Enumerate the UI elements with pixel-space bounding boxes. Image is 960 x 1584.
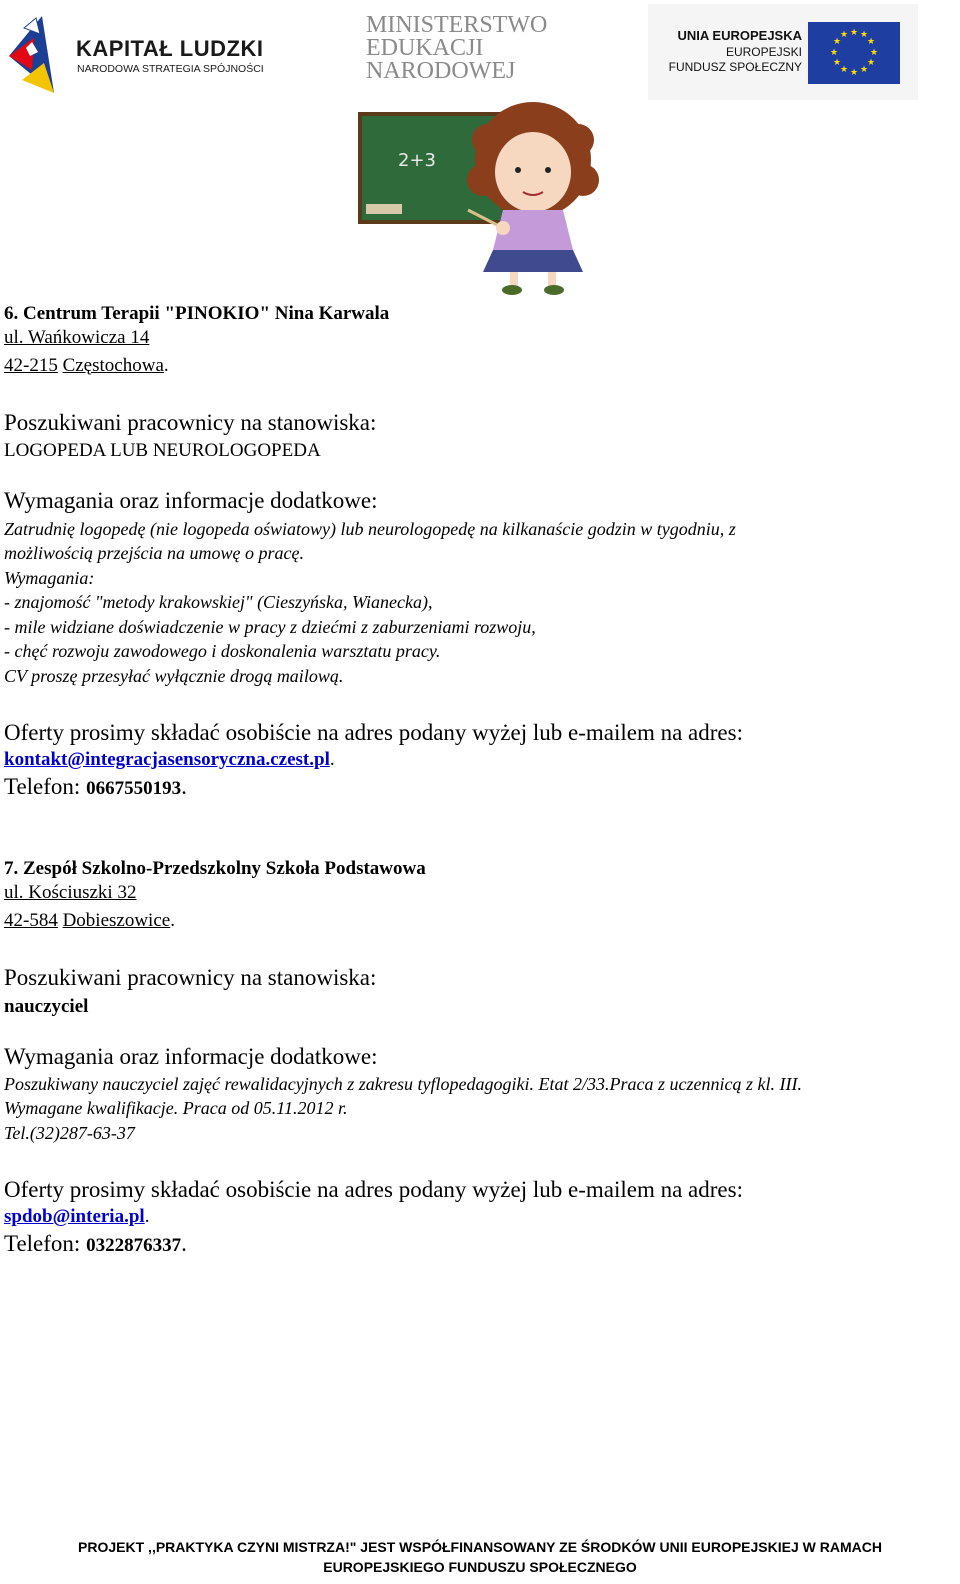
eu-logo	[648, 4, 918, 100]
offer7-phone-line	[4, 1231, 187, 1257]
teacher-illustration	[358, 100, 620, 300]
kapital-ludzki-subtitle: NARODOWA STRATEGIA SPÓJNOŚCI	[77, 63, 264, 75]
offer6-postal-link[interactable]: 42-215	[4, 355, 58, 376]
offer6-phone-line	[4, 774, 187, 800]
offer6-phone-number: 0667550193	[86, 778, 182, 799]
offer6-email-line	[4, 749, 335, 771]
footer-line2: EUROPEJSKIEGO FUNDUSZU SPOŁECZNEGO	[323, 1559, 637, 1575]
offer7-email-link[interactable]: spdob@interia.pl	[4, 1206, 145, 1227]
offer7-email-line	[4, 1206, 149, 1228]
kapital-ludzki-logo	[4, 8, 269, 98]
page-footer	[0, 1537, 960, 1577]
eu-line2: EUROPEJSKI	[725, 45, 802, 59]
eu-line3: FUNDUSZ SPOŁECZNY	[668, 60, 802, 74]
footer-line1: PROJEKT ,,PRAKTYKA CZYNI MISTRZA!" JEST WSPÓŁFINANSOWANY ZE ŚRODKÓW UNII EUROPEJSKIEJ W RAMACH	[78, 1539, 882, 1555]
ministerstwo-line3: NARODOWEJ	[366, 58, 516, 84]
svg-text:★: ★	[859, 30, 869, 40]
offer7-city-link[interactable]: Dobieszowice	[62, 910, 171, 931]
svg-text:★: ★	[832, 37, 842, 47]
offer7-postal-link[interactable]: 42-584	[4, 910, 58, 931]
offer6-street-link[interactable]: ul. Wańkowicza 14	[4, 327, 150, 348]
offer6-desc-line2: możliwością przejścia na umowę o pracę.	[4, 543, 304, 563]
svg-text:★: ★	[832, 58, 842, 68]
offer7-phone-label: Telefon:	[4, 1231, 87, 1256]
kapital-ludzki-title: KAPITAŁ LUDZKI	[76, 36, 264, 61]
offer7-desc-line2: Wymagane kwalifikacje. Praca od 05.11.2012 r.	[4, 1098, 348, 1118]
svg-text:★: ★	[866, 58, 876, 68]
svg-text:★: ★	[866, 37, 876, 47]
svg-text:★: ★	[839, 65, 849, 75]
ministerstwo-line2: EDUKACJI	[366, 35, 484, 61]
offer6-email-suffix: .	[329, 749, 335, 770]
offer6-position: LOGOPEDA LUB NEUROLOGOPEDA	[4, 440, 321, 461]
offer7-desc-line3: Tel.(32)287-63-37	[4, 1123, 135, 1143]
offer7-heading: 7. Zespół Szkolno-Przedszkolny Szkoła Podstawowa	[4, 858, 426, 879]
offer6-desc-line3: Wymagania:	[4, 568, 95, 588]
svg-text:★: ★	[849, 68, 859, 78]
offer6-email-link[interactable]: kontakt@integracjasensoryczna.czest.pl	[4, 749, 330, 770]
ministerstwo-logo	[362, 14, 552, 94]
offer7-address-line	[4, 910, 175, 932]
offer7-email-suffix: .	[144, 1206, 150, 1227]
offer7-city-suffix: .	[170, 910, 175, 931]
offer7-requirements-label: Wymagania oraz informacje dodatkowe:	[4, 1044, 378, 1069]
offer7-offers-label: Oferty prosimy składać osobiście na adres podany wyżej lub e-mailem na adres:	[4, 1177, 743, 1202]
svg-text:★: ★	[829, 48, 839, 58]
offer7-phone-suffix: .	[181, 1231, 187, 1256]
offer6-desc-line1: Zatrudnię logopedę (nie logopeda oświatowy) lub neurologopedę na kilkanaście godzin w tygodniu, z	[4, 519, 736, 539]
offer6-desc-line6: - chęć rozwoju zawodowego i doskonalenia warsztatu pracy.	[4, 641, 441, 661]
offer6-phone-label: Telefon:	[4, 774, 87, 799]
offer6-offers-label: Oferty prosimy składać osobiście na adres podany wyżej lub e-mailem na adres:	[4, 720, 743, 745]
svg-text:★: ★	[839, 30, 849, 40]
offer6-city-link[interactable]: Częstochowa	[62, 355, 164, 376]
offer6-address-line	[4, 355, 169, 377]
offer6-city-suffix: .	[163, 355, 169, 376]
offer7-position: nauczyciel	[4, 996, 89, 1017]
eu-line1: UNIA EUROPEJSKA	[677, 28, 802, 43]
offer6-requirements-label: Wymagania oraz informacje dodatkowe:	[4, 488, 378, 513]
offer6-positions-label: Poszukiwani pracownicy na stanowiska:	[4, 410, 377, 435]
chalkboard-text: 2+3	[398, 150, 436, 171]
offer6-desc-line4: - znajomość "metody krakowskiej" (Cieszyńska, Wianecka),	[4, 592, 433, 612]
offer6-phone-suffix: .	[181, 774, 187, 799]
svg-text:★: ★	[869, 48, 879, 58]
offer7-positions-label: Poszukiwani pracownicy na stanowiska:	[4, 965, 377, 990]
ministerstwo-line1: MINISTERSTWO	[366, 12, 548, 38]
svg-text:★: ★	[849, 28, 859, 38]
svg-text:★: ★	[859, 65, 869, 75]
kapital-ludzki-emblem-icon	[4, 8, 84, 98]
offer6-desc-line5: - mile widziane doświadczenie w pracy z dziećmi z zaburzeniami rozwoju,	[4, 617, 536, 637]
offer7-desc-line1: Poszukiwany nauczyciel zajęć rewalidacyjnych z zakresu tyflopedagogiki. Etat 2/33.Praca z uczennicą z kl. III.	[4, 1074, 802, 1094]
offer6-desc-line7: CV proszę przesyłać wyłącznie drogą mailową.	[4, 666, 344, 686]
eu-flag-icon	[808, 22, 900, 84]
offer6-heading: 6. Centrum Terapii "PINOKIO" Nina Karwala	[4, 303, 390, 324]
offer7-phone-number: 0322876337	[86, 1235, 182, 1256]
offer7-street-link[interactable]: ul. Kościuszki 32	[4, 882, 137, 903]
